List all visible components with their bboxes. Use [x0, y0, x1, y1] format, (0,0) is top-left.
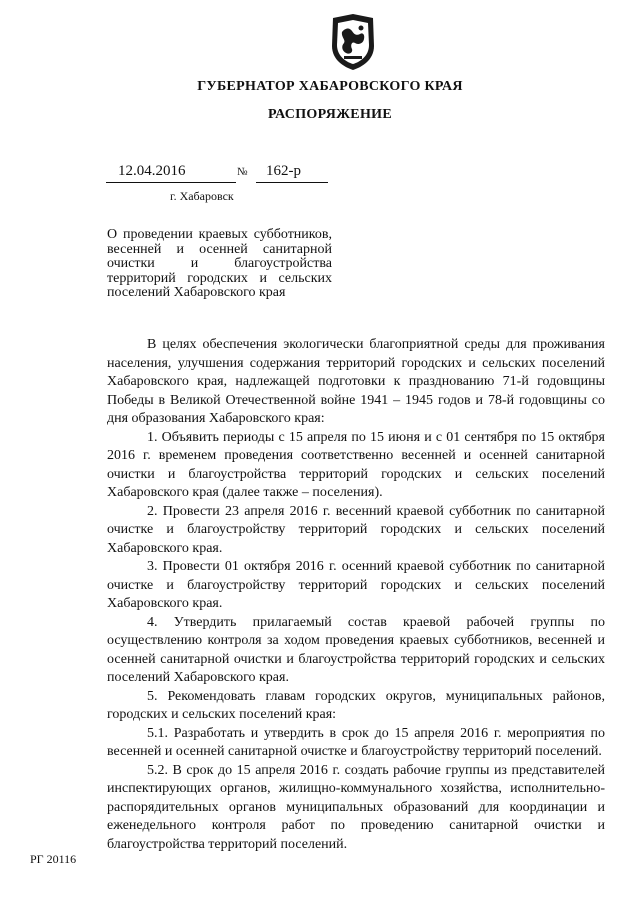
body-paragraph: 5. Рекомендовать главам городских округов, муниципальных районов, городских и сельских поселений края:: [107, 688, 605, 722]
footer-code: РГ 20116: [30, 852, 77, 866]
body-paragraph: 4. Утвердить прилагаемый состав краевой рабочей группы по осуществлению контроля за ходом проведения краевых субботников, весенней и осенней санитарной очистки и благоустройства территорий городских и сельских поселений Хабаровского края.: [107, 614, 605, 685]
date-number-line: [106, 163, 328, 185]
number-sign: №: [237, 166, 248, 178]
body-paragraph: 5.2. В срок до 15 апреля 2016 г. создать рабочие группы из представителей инспектирующих органов, жилищно-коммунального хозяйства, исполнительно-распорядительных органов муниципальных образований для координации и еженедельного контроля работ по проведению санитарной очистки и благоустройства территорий поселений.: [107, 762, 605, 852]
date-underline: [106, 182, 236, 183]
document-body: [107, 336, 605, 854]
body-paragraph: В целях обеспечения экологически благоприятной среды для проживания населения, улучшения содержания территорий городских и сельских поселений Хабаровского края, надлежащей подготовки к празднованию 71-й годовщины Победы в Великой Отечественной войне 1941 – 1945 годов и 78-й годовщины со дня образования Хабаровского края:: [107, 337, 605, 426]
document-place: г. Хабаровск: [170, 189, 234, 203]
body-paragraph: 1. Объявить периоды с 15 апреля по 15 июня и с 01 сентября по 15 октября 2016 г. временем проведения соответственно весенней и осенней санитарной очистки и благоустройства территорий городских и сельских поселений Хабаровского края (далее также – поселения).: [107, 429, 605, 500]
document-date: 12.04.2016: [118, 163, 186, 179]
body-paragraph: 3. Провести 01 октября 2016 г. осенний краевой субботник по санитарной очистке и благоустройству территорий городских и сельских поселений Хабаровского края.: [107, 559, 605, 611]
document-subject: О проведении краевых субботников, весенней и осенней санитарной очистки и благоустройства территорий городских и сельских поселений Хабаровского края: [107, 227, 332, 300]
number-underline: [256, 182, 328, 183]
organization-title: ГУБЕРНАТОР ХАБАРОВСКОГО КРАЯ: [197, 79, 463, 94]
document-number: 162-р: [266, 163, 301, 179]
document-type: РАСПОРЯЖЕНИЕ: [268, 107, 392, 122]
coat-of-arms-icon: [328, 12, 378, 72]
body-paragraph: 5.1. Разработать и утвердить в срок до 15 апреля 2016 г. мероприятия по весенней и осенней санитарной очистке и благоустройству территорий поселений.: [107, 725, 605, 759]
body-paragraph: 2. Провести 23 апреля 2016 г. весенний краевой субботник по санитарной очистке и благоустройству территорий городских и сельских поселений Хабаровского края.: [107, 503, 605, 556]
